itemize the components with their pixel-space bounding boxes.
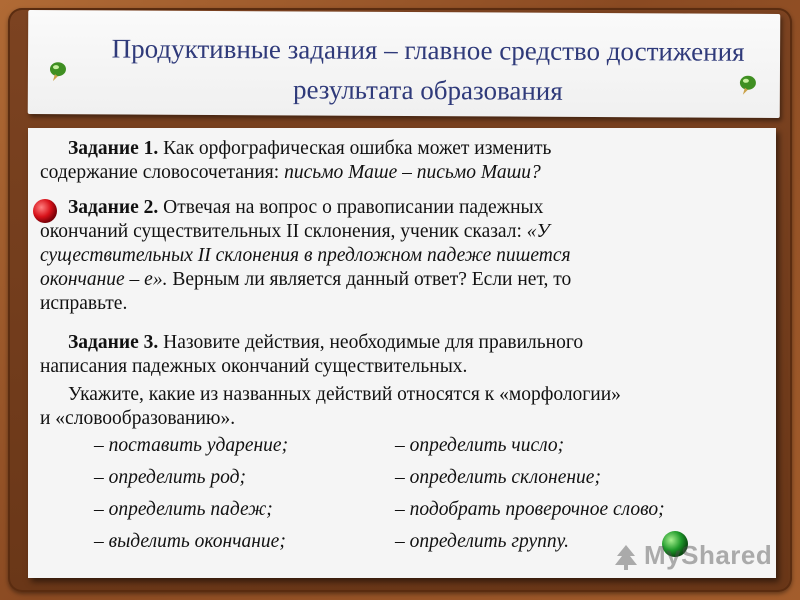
option-right-3: – подобрать проверочное слово; [395, 499, 665, 520]
title-panel [28, 10, 781, 118]
tree-logo-icon [612, 542, 640, 572]
title-line-1: Продуктивные задания – главное средство достижения [111, 33, 745, 67]
task-2 [40, 196, 760, 316]
option-left-3: – определить падеж; [94, 499, 273, 520]
option-left-4: – выделить окончание; [94, 531, 286, 552]
task-3-text-a: Назовите действия, необходимые для правильного [158, 332, 584, 353]
option-right-4: – определить группу. [395, 531, 569, 552]
task-2-text-b: окончаний существительных II склонения, ученик сказал: [40, 221, 527, 242]
task-1 [40, 137, 760, 185]
task-3-label: Задание 3. [68, 332, 159, 353]
task-2-quote-b: существительных II склонения в предложном падеже пишется [40, 245, 571, 266]
task-1-label: Задание 1. [68, 138, 159, 159]
watermark: MyShared [644, 540, 773, 570]
pushpin-icon [738, 74, 758, 96]
task-3 [40, 331, 760, 379]
task-3-question [40, 383, 760, 431]
title-line-2: результата образования [292, 74, 563, 106]
pushpin-icon [48, 60, 68, 82]
task-3-text-c: Укажите, какие из названных действий относятся к «морфологии» [68, 384, 621, 405]
task-3-text-d: и «словообразованию». [40, 408, 236, 429]
task-1-example: письмо Маше – письмо Маши? [284, 162, 541, 183]
task-1-text-a: Как орфографическая ошибка может изменить [158, 138, 552, 159]
task-2-label: Задание 2. [68, 197, 159, 218]
task-2-text-d: исправьте. [40, 293, 128, 314]
option-left-2: – определить род; [94, 467, 247, 488]
task-1-text-b: содержание словосочетания: [40, 162, 285, 183]
task-2-text-c: Верным ли является данный ответ? Если нет, то [167, 269, 572, 290]
option-right-1: – определить число; [395, 435, 565, 456]
task-2-text-a: Отвечая на вопрос о правописании падежных [158, 197, 544, 218]
task-2-quote-a: «У [526, 221, 550, 242]
option-right-2: – определить склонение; [395, 467, 601, 488]
option-left-1: – поставить ударение; [94, 435, 289, 456]
slide-title [68, 28, 788, 112]
task-2-quote-c: окончание – е». [40, 269, 168, 290]
task-3-text-b: написания падежных окончаний существительных. [40, 356, 468, 377]
